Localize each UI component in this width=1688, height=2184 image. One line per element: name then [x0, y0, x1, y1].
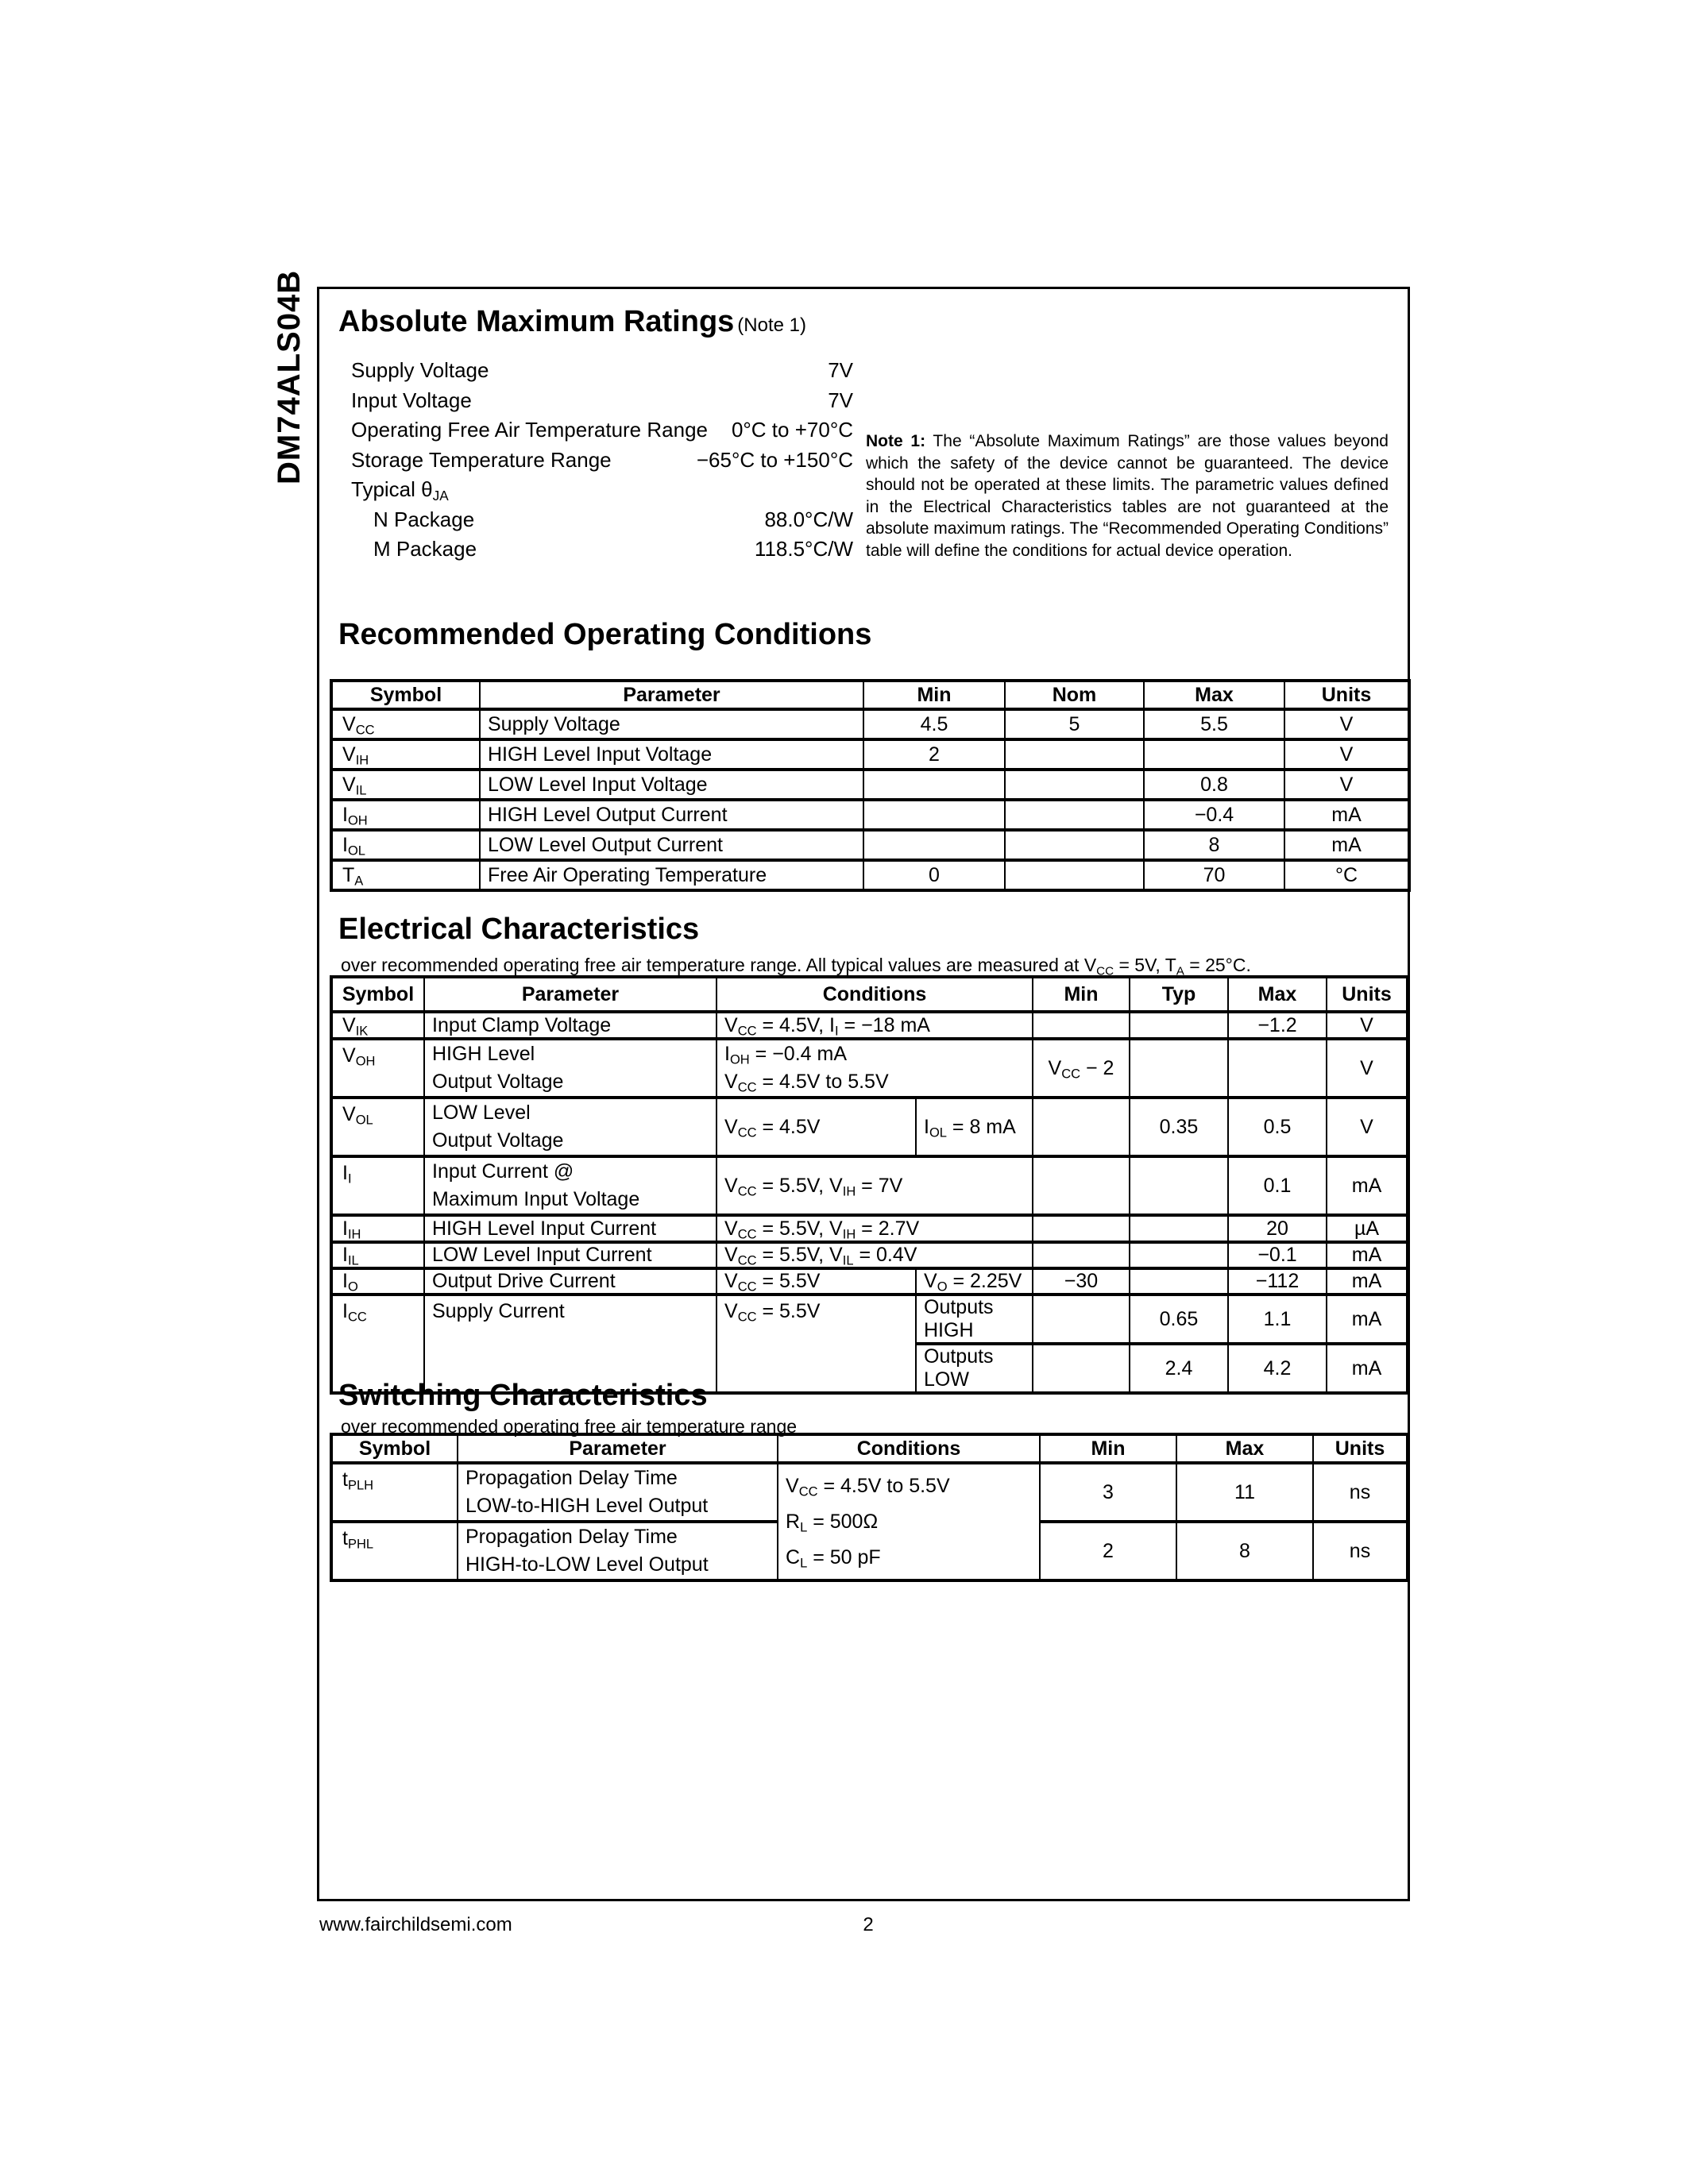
- parameter-cell: [424, 1156, 717, 1215]
- min-cell: [1033, 1344, 1130, 1393]
- parameter-cell: Output Drive Current: [424, 1268, 717, 1295]
- symbol-cell: $I_I$: [331, 1156, 424, 1215]
- symbol-cell: $I_{IH}$: [331, 1215, 424, 1242]
- recommended-operating-conditions-title: Recommended Operating Conditions: [338, 618, 872, 651]
- rating-value: 7V: [828, 388, 853, 412]
- units-cell: mA: [1284, 830, 1409, 860]
- column-header: Parameter: [424, 977, 717, 1012]
- rating-value: 118.5°C/W: [754, 537, 853, 561]
- units-cell: °C: [1284, 860, 1409, 890]
- min-cell: 0: [863, 860, 1005, 890]
- units-cell: µA: [1327, 1215, 1408, 1242]
- table-row: [331, 1215, 1408, 1242]
- symbol-cell: $V_{IH}$: [331, 739, 480, 770]
- conditions-cell: [717, 1039, 1033, 1098]
- parameter-line: Output Voltage: [432, 1071, 564, 1093]
- parameter-cell: HIGH Level Output Current: [480, 800, 863, 830]
- typ-cell: [1130, 1012, 1228, 1039]
- table-row: [331, 1242, 1408, 1268]
- max-cell: 8: [1176, 1522, 1313, 1580]
- column-header: Symbol: [331, 1434, 458, 1463]
- symbol-cell: $V_{CC}$: [331, 709, 480, 739]
- parameter-cell: Supply Voltage: [480, 709, 863, 739]
- max-cell: −0.4: [1144, 800, 1284, 830]
- max-cell: 20: [1228, 1215, 1327, 1242]
- parameter-cell: Supply Current: [424, 1295, 717, 1393]
- conditions-cell: $V_{CC} = 5.5V$: [717, 1268, 916, 1295]
- rating-row: [351, 534, 853, 565]
- max-cell: 11: [1176, 1463, 1313, 1522]
- datasheet-frame: [317, 287, 1410, 1901]
- parameter-line: Input Current @: [432, 1160, 574, 1183]
- nom-cell: [1005, 830, 1144, 860]
- parameter-cell: Free Air Operating Temperature: [480, 860, 863, 890]
- typ-cell: 0.65: [1130, 1295, 1228, 1344]
- max-cell: −112: [1228, 1268, 1327, 1295]
- nom-cell: [1005, 739, 1144, 770]
- max-cell: 8: [1144, 830, 1284, 860]
- rating-value: 88.0°C/W: [764, 507, 853, 531]
- column-header: Conditions: [717, 977, 1033, 1012]
- max-cell: 4.2: [1228, 1344, 1327, 1393]
- nom-cell: [1005, 770, 1144, 800]
- condition-line: $C_L = 50$ pF: [786, 1546, 881, 1571]
- column-header: Symbol: [331, 977, 424, 1012]
- units-cell: V: [1284, 770, 1409, 800]
- note-1-label: Note 1:: [866, 432, 926, 450]
- typ-cell: [1130, 1156, 1228, 1215]
- max-cell: −0.1: [1228, 1242, 1327, 1268]
- min-cell: [863, 830, 1005, 860]
- column-header: Conditions: [778, 1434, 1040, 1463]
- units-cell: mA: [1327, 1156, 1408, 1215]
- conditions-subcell: $V_O = 2.25V$: [916, 1268, 1033, 1295]
- typ-cell: [1130, 1242, 1228, 1268]
- rating-label: Operating Free Air Temperature Range: [351, 418, 708, 442]
- symbol-cell: $I_{IL}$: [331, 1242, 424, 1268]
- conditions-cell: $V_{CC} = 4.5V$, $I_I = -18$ mA: [717, 1012, 1033, 1039]
- rating-label: Storage Temperature Range: [351, 447, 612, 472]
- symbol-cell: $V_{OL}$: [331, 1098, 424, 1156]
- min-cell: 3: [1040, 1463, 1176, 1522]
- parameter-cell: [424, 1039, 717, 1098]
- column-header: Units: [1284, 681, 1409, 709]
- recommended-operating-conditions-table: [330, 679, 1411, 892]
- rating-row: [351, 356, 853, 386]
- rating-row: [351, 386, 853, 416]
- rating-label: Typical $\theta_{JA}$: [351, 477, 449, 504]
- rating-label: Supply Voltage: [351, 358, 489, 383]
- table-row: [331, 1156, 1408, 1215]
- rating-row: [351, 505, 853, 535]
- table-header-row: [331, 681, 1409, 709]
- note-reference: (Note 1): [737, 314, 806, 336]
- table-row: [331, 1039, 1408, 1098]
- parameter-line: Output Voltage: [432, 1129, 564, 1152]
- table-row: [331, 800, 1409, 830]
- conditions-cell: $V_{CC} = 5.5V$, $V_{IH} = 2.7V$: [717, 1215, 1033, 1242]
- nom-cell: [1005, 860, 1144, 890]
- table-row: [331, 830, 1409, 860]
- symbol-cell: $I_O$: [331, 1268, 424, 1295]
- units-cell: mA: [1327, 1295, 1408, 1344]
- absolute-maximum-ratings-title: [338, 305, 806, 339]
- column-header: Symbol: [331, 681, 480, 709]
- units-cell: mA: [1327, 1344, 1408, 1393]
- min-cell: [863, 800, 1005, 830]
- max-cell: 1.1: [1228, 1295, 1327, 1344]
- conditions-cell: $V_{CC} = 5.5V$, $V_{IL} = 0.4V$: [717, 1242, 1033, 1268]
- max-cell: 5.5: [1144, 709, 1284, 739]
- min-cell: $V_{CC} - 2$: [1033, 1039, 1130, 1098]
- column-header: Max: [1176, 1434, 1313, 1463]
- condition-line: $R_L = 500\Omega$: [786, 1511, 879, 1535]
- typ-cell: [1130, 1039, 1228, 1098]
- min-cell: [1033, 1295, 1130, 1344]
- parameter-line: LOW Level: [432, 1102, 531, 1124]
- parameter-cell: [458, 1463, 778, 1522]
- rating-row: [351, 475, 853, 505]
- nom-cell: [1005, 800, 1144, 830]
- section-title-text: Absolute Maximum Ratings: [338, 305, 735, 338]
- conditions-cell: $V_{CC} = 4.5V$: [717, 1098, 916, 1156]
- table-row: [331, 1463, 1408, 1522]
- note-1-paragraph: [866, 430, 1389, 561]
- note-1-text: The “Absolute Maximum Ratings” are those values beyond which the safety of the device cannot be guaranteed. The device should not be operated at these limits. The parametric values defined in the Electrical Characteristics tables are not guaranteed at the absolute maximum ratings. The “Recommended Operating Conditions” table will define the conditions for actual device operation.: [866, 432, 1389, 560]
- symbol-cell: $V_{OH}$: [331, 1039, 424, 1098]
- typ-cell: 2.4: [1130, 1344, 1228, 1393]
- column-header: Units: [1313, 1434, 1408, 1463]
- typ-cell: [1130, 1268, 1228, 1295]
- symbol-cell: $V_{IK}$: [331, 1012, 424, 1039]
- switching-characteristics-subtitle: over recommended operating free air temperature range: [341, 1416, 798, 1437]
- nom-cell: 5: [1005, 709, 1144, 739]
- column-header: Max: [1228, 977, 1327, 1012]
- column-header: Min: [1033, 977, 1130, 1012]
- condition-line: $V_{CC} = 4.5V$ to 5.5V: [724, 1071, 889, 1095]
- max-cell: 0.5: [1228, 1098, 1327, 1156]
- min-cell: [863, 770, 1005, 800]
- parameter-cell: LOW Level Input Current: [424, 1242, 717, 1268]
- table-row: [331, 770, 1409, 800]
- rating-row: [351, 415, 853, 446]
- table-header-row: [331, 977, 1408, 1012]
- min-cell: [1033, 1242, 1130, 1268]
- typ-cell: 0.35: [1130, 1098, 1228, 1156]
- max-cell: [1228, 1039, 1327, 1098]
- switching-characteristics-title: Switching Characteristics: [338, 1379, 708, 1412]
- rating-label: Input Voltage: [351, 388, 472, 412]
- condition-line: $I_{OH} = -0.4$ mA: [724, 1043, 847, 1067]
- parameter-cell: LOW Level Output Current: [480, 830, 863, 860]
- column-header: Parameter: [458, 1434, 778, 1463]
- symbol-cell: $I_{CC}$: [331, 1295, 424, 1393]
- rating-row: [351, 446, 853, 476]
- parameter-cell: [458, 1522, 778, 1580]
- table-row: [331, 1098, 1408, 1156]
- conditions-cell: $V_{CC} = 5.5V$, $V_{IH} = 7V$: [717, 1156, 1033, 1215]
- parameter-cell: HIGH Level Input Current: [424, 1215, 717, 1242]
- min-cell: [1033, 1156, 1130, 1215]
- units-cell: ns: [1313, 1522, 1408, 1580]
- table-row: [331, 1012, 1408, 1039]
- symbol-cell: $T_A$: [331, 860, 480, 890]
- table-row: [331, 709, 1409, 739]
- rating-value: 7V: [828, 358, 853, 383]
- column-header: Typ: [1130, 977, 1228, 1012]
- conditions-subcell: $I_{OL} = 8$ mA: [916, 1098, 1033, 1156]
- min-cell: [1033, 1215, 1130, 1242]
- parameter-line: HIGH Level: [432, 1043, 535, 1065]
- parameter-cell: HIGH Level Input Voltage: [480, 739, 863, 770]
- rating-value: 0°C to +70°C: [731, 418, 853, 442]
- units-cell: V: [1327, 1012, 1408, 1039]
- column-header: Max: [1144, 681, 1284, 709]
- table-row: [331, 739, 1409, 770]
- min-cell: [1033, 1012, 1130, 1039]
- units-cell: mA: [1327, 1268, 1408, 1295]
- typ-cell: [1130, 1215, 1228, 1242]
- absolute-maximum-ratings-list: [351, 356, 853, 565]
- max-cell: −1.2: [1228, 1012, 1327, 1039]
- units-cell: ns: [1313, 1463, 1408, 1522]
- table-row: [331, 860, 1409, 890]
- units-cell: V: [1327, 1098, 1408, 1156]
- parameter-line: Propagation Delay Time: [465, 1526, 678, 1548]
- electrical-characteristics-title: Electrical Characteristics: [338, 913, 700, 946]
- max-cell: [1144, 739, 1284, 770]
- table-row: [331, 1268, 1408, 1295]
- column-header: Units: [1327, 977, 1408, 1012]
- symbol-cell: $V_{IL}$: [331, 770, 480, 800]
- electrical-characteristics-table: [330, 975, 1409, 1395]
- table-row: [331, 1295, 1408, 1344]
- min-cell: 2: [863, 739, 1005, 770]
- column-header: Min: [863, 681, 1005, 709]
- parameter-line: HIGH-to-LOW Level Output: [465, 1553, 709, 1576]
- rating-label: M Package: [373, 537, 477, 561]
- symbol-cell: $I_{OL}$: [331, 830, 480, 860]
- parameter-line: Propagation Delay Time: [465, 1467, 678, 1489]
- units-cell: V: [1284, 709, 1409, 739]
- footer-page-number: 2: [863, 1914, 874, 1935]
- max-cell: 70: [1144, 860, 1284, 890]
- min-cell: 4.5: [863, 709, 1005, 739]
- units-cell: V: [1284, 739, 1409, 770]
- condition-line: $V_{CC} = 4.5V$ to 5.5V: [786, 1475, 950, 1499]
- parameter-line: Maximum Input Voltage: [432, 1188, 640, 1210]
- column-header: Nom: [1005, 681, 1144, 709]
- parameter-cell: [424, 1098, 717, 1156]
- parameter-line: LOW-to-HIGH Level Output: [465, 1495, 709, 1517]
- conditions-subcell: Outputs LOW: [916, 1344, 1033, 1393]
- switching-characteristics-table: [330, 1433, 1409, 1582]
- min-cell: [1033, 1098, 1130, 1156]
- min-cell: −30: [1033, 1268, 1130, 1295]
- symbol-cell: $I_{OH}$: [331, 800, 480, 830]
- column-header: Min: [1040, 1434, 1176, 1463]
- conditions-cell: $V_{CC} = 5.5V$: [717, 1295, 916, 1393]
- symbol-cell: $t_{PLH}$: [331, 1463, 458, 1522]
- min-cell: 2: [1040, 1522, 1176, 1580]
- electrical-characteristics-subtitle: over recommended operating free air temperature range. All typical values are measured at $V_{CC} = 5V$, $T_A = 25^\circ C$.: [341, 955, 1251, 978]
- units-cell: mA: [1284, 800, 1409, 830]
- rating-value: −65°C to +150°C: [696, 447, 853, 472]
- conditions-cell: [778, 1463, 1040, 1580]
- rating-label: N Package: [373, 507, 475, 531]
- conditions-subcell: Outputs HIGH: [916, 1295, 1033, 1344]
- max-cell: 0.8: [1144, 770, 1284, 800]
- units-cell: mA: [1327, 1242, 1408, 1268]
- units-cell: V: [1327, 1039, 1408, 1098]
- part-number-vertical-label: DM74ALS04B: [272, 269, 307, 484]
- parameter-cell: Input Clamp Voltage: [424, 1012, 717, 1039]
- symbol-cell: $t_{PHL}$: [331, 1522, 458, 1580]
- max-cell: 0.1: [1228, 1156, 1327, 1215]
- parameter-cell: LOW Level Input Voltage: [480, 770, 863, 800]
- column-header: Parameter: [480, 681, 863, 709]
- footer-website-link: www.fairchildsemi.com: [319, 1914, 512, 1935]
- table-header-row: [331, 1434, 1408, 1463]
